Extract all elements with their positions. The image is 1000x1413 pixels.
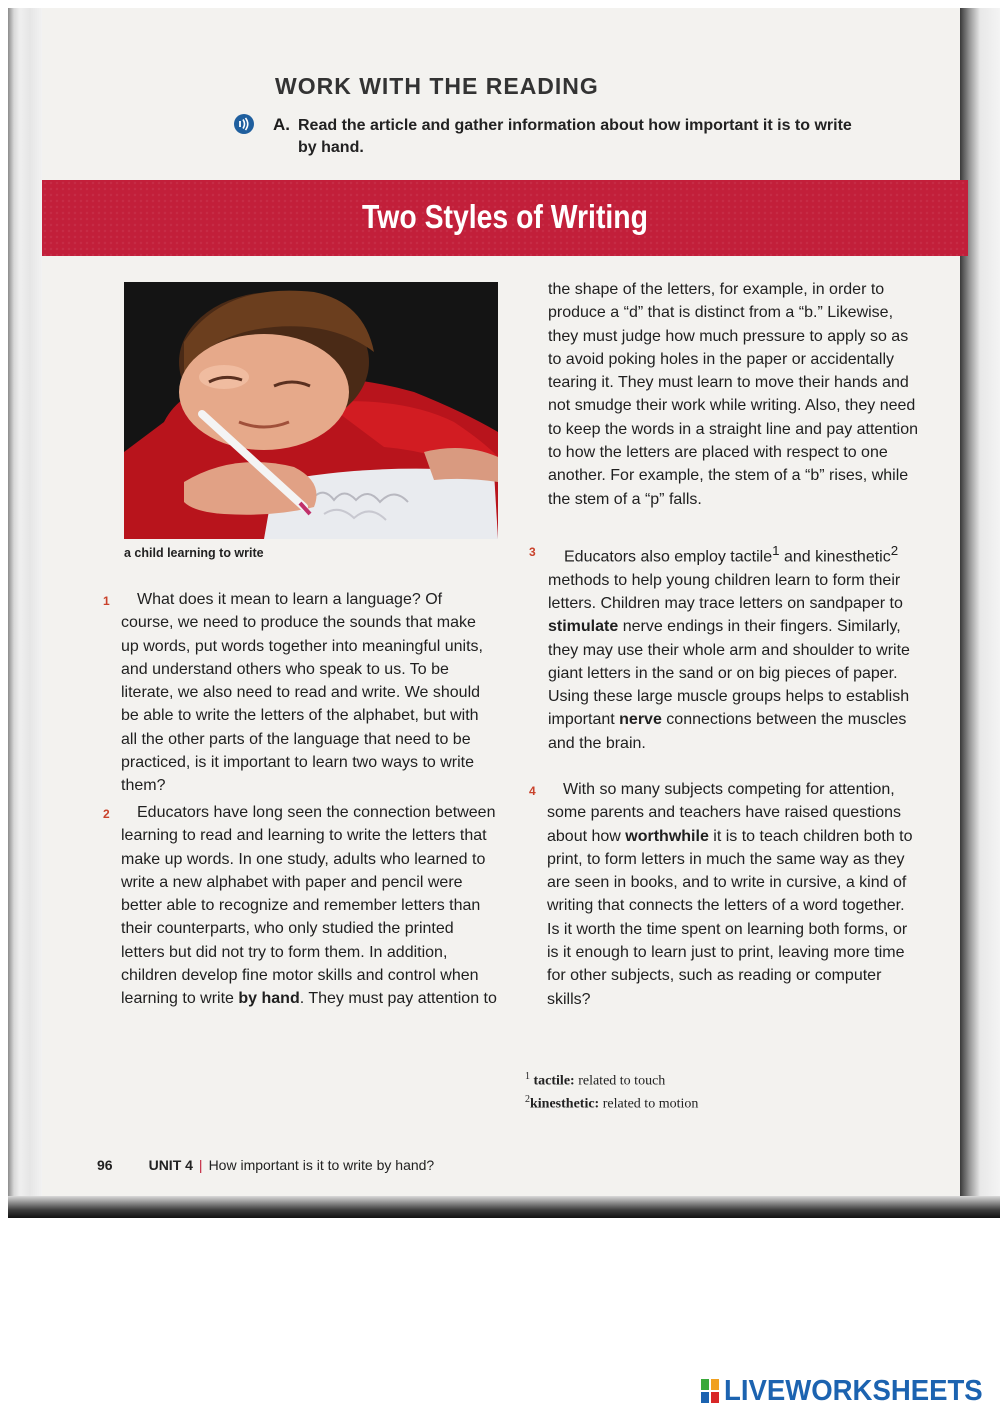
child-writing-photo xyxy=(124,282,498,539)
footnote-ref-1: 1 xyxy=(772,543,780,558)
article-title: Two Styles of Writing xyxy=(362,198,648,235)
paragraph-2-text: Educators have long seen the connection between learning to read and learning to write the letters that make up words. In one study, adults who learned to write a new alphabet with paper and pencil were better able to recognize and remember letters than their counterparts, who only studied the printed letters but did not try to form them. In addition, children develop fine motor skills and control when learning to write xyxy=(121,804,496,1008)
vocab-by-hand: by hand xyxy=(238,990,300,1008)
footnote-mark-1: 1 xyxy=(525,1071,530,1082)
footnote-ref-2: 2 xyxy=(890,543,899,558)
unit-question: How important is it to write by hand? xyxy=(208,1157,435,1173)
footnote-term-2: kinesthetic: xyxy=(530,1096,600,1112)
paragraph-number-4: 4 xyxy=(529,784,536,798)
instruction-letter: A. xyxy=(273,115,290,134)
paragraph-3-text-b: and kinesthetic xyxy=(779,548,891,566)
footnote-1 xyxy=(525,1068,698,1091)
footnote-term-1: tactile: xyxy=(533,1073,575,1089)
liveworksheets-watermark xyxy=(700,1376,996,1406)
paragraph-number-1: 1 xyxy=(103,594,110,608)
paragraph-4 xyxy=(547,778,917,1011)
footnotes xyxy=(525,1068,698,1113)
paragraph-2 xyxy=(121,801,498,1011)
liveworksheets-logo-icon xyxy=(700,1378,720,1404)
footnote-definition-1: related to touch xyxy=(574,1073,666,1089)
book-spine-edge xyxy=(8,8,42,1208)
paragraph-3-text-e: connections between the muscles and the brain. xyxy=(548,711,907,752)
instruction-text: Read the article and gather information about how important it is to write by hand. xyxy=(298,117,852,156)
paragraph-3 xyxy=(548,539,918,755)
photo-caption: a child learning to write xyxy=(124,546,264,560)
section-title: WORK WITH THE READING xyxy=(275,73,599,99)
watermark-text: LIVEWORKSHEETS xyxy=(724,1374,983,1407)
page-footer xyxy=(97,1157,434,1173)
vocab-stimulate: stimulate xyxy=(548,618,619,636)
paragraph-3-text-d: nerve endings in their fingers. Similarly, they may use their whole arm and shoulder to write giant letters in the sand or on big pieces of paper. Using these large muscle groups helps to establish important xyxy=(548,618,910,729)
paragraph-2-text-end: . They must pay attention to xyxy=(299,990,497,1008)
paragraph-3-text-a: Educators also employ tactile xyxy=(564,548,773,566)
footer-separator: | xyxy=(198,1157,203,1173)
audio-icon[interactable] xyxy=(234,114,254,134)
page-bottom-edge xyxy=(8,1196,1000,1218)
paragraph-3-text-c: methods to help young children learn to form their letters. Children may trace letters on sandpaper to xyxy=(548,571,903,612)
footnote-mark-2: 2 xyxy=(525,1093,530,1105)
footnote-2 xyxy=(525,1091,698,1114)
paragraph-number-3: 3 xyxy=(529,545,536,559)
article-title-banner xyxy=(42,180,968,256)
paragraph-1: What does it mean to learn a language? Of course, we need to produce the sounds that make up words, put words together into meaningful units, and understand others who speak to us. To be literate, we also need to read and write. We should be able to write the letters of the alphabet, but with all the other parts of the language that need to be practiced, is it important to learn two ways to write them? xyxy=(121,591,483,795)
paragraph-2-continued: the shape of the letters, for example, in order to produce a “d” that is distinct from a “b.” Likewise, they must judge how much pressure to apply so as to avoid poking holes in the paper or accidentally tearing it. They must learn to move their hands and not smudge their work while writing. Also, they need to keep the words in a straight line and pay attention to how the letters are placed with respect to one another. For example, the stem of a “b” rises, while the stem of a “p” falls. xyxy=(548,281,919,508)
vocab-nerve: nerve xyxy=(619,711,662,729)
page-number: 96 xyxy=(97,1157,113,1173)
paragraph-number-2: 2 xyxy=(103,807,110,821)
vocab-worthwhile: worthwhile xyxy=(625,827,709,845)
unit-label: UNIT 4 xyxy=(148,1157,193,1173)
paragraph-4-text: With so many subjects competing for attention, some parents and teachers have raised questions about how xyxy=(547,781,901,845)
paragraph-4-text-end: it is to teach children both to print, to form letters in much the same way as they are seen in books, and to write in cursive, a kind of writing that connects the letters of a word together. Is it worth the time spent on learning both forms, or is it enough to learn just to print, leaving more time for other subjects, such as reading or computer skills? xyxy=(547,827,913,1008)
footnote-definition-2: related to motion xyxy=(599,1096,699,1112)
